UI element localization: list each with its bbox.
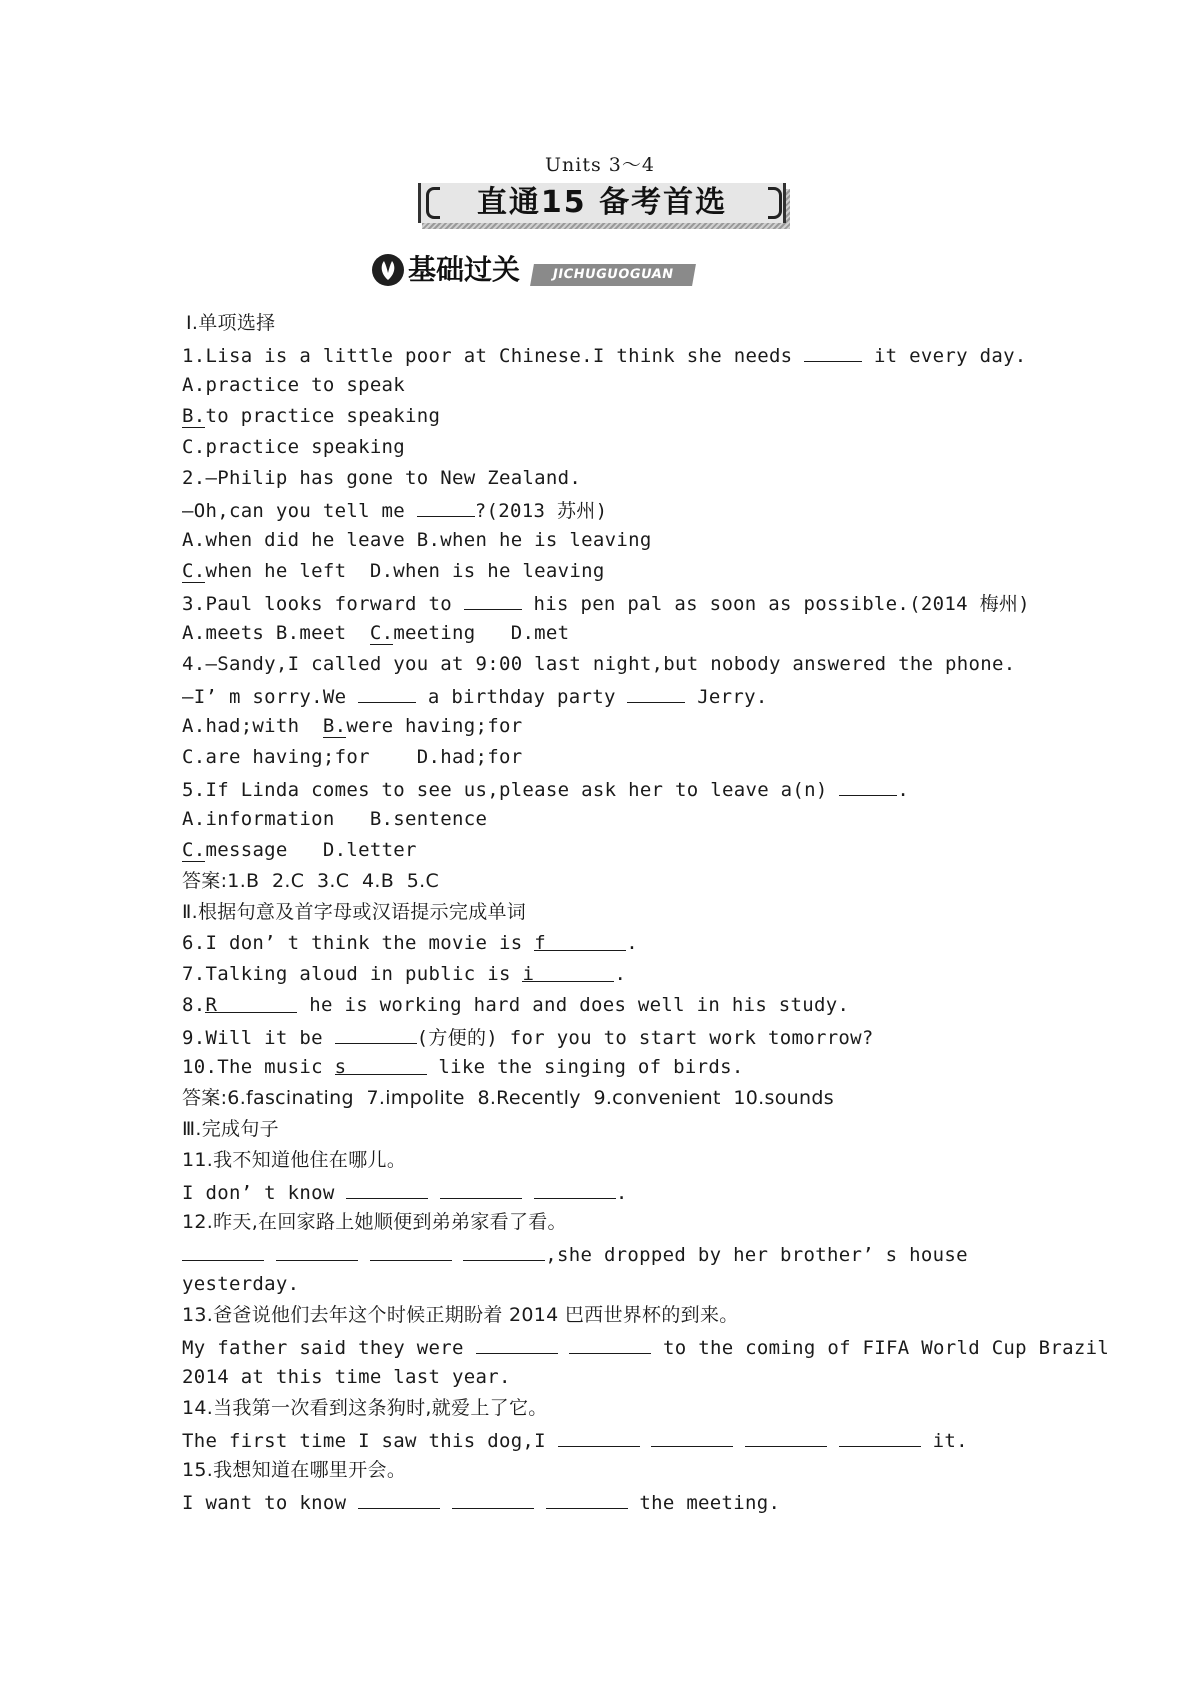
- question-2: 2.—Philip has gone to New Zealand.: [182, 467, 582, 489]
- question-14-en: The first time I saw this dog,I it.: [182, 1424, 968, 1454]
- question-6: 6.I don’ t think the movie is f .: [182, 928, 638, 958]
- question-4: 4.—Sandy,I called you at 9:00 last night,but nobody answered the phone.: [182, 653, 1016, 675]
- q4-options-cd: C.are having;for D.had;for: [182, 746, 523, 768]
- q1-option-a: A.practice to speak: [182, 374, 406, 396]
- answer-blank[interactable]: [463, 1238, 545, 1261]
- answer-blank[interactable]: [452, 1486, 534, 1509]
- answer-blank[interactable]: [651, 1424, 733, 1447]
- answer-blank[interactable]: [370, 1238, 452, 1261]
- q5-options-ab: A.information B.sentence: [182, 808, 488, 830]
- question-13-cn: 13.爸爸说他们去年这个时候正期盼着 2014 巴西世界杯的到来。: [182, 1304, 739, 1326]
- answer-blank[interactable]: [804, 339, 862, 362]
- question-15-cn: 15.我想知道在哪里开会。: [182, 1459, 407, 1481]
- question-4-reply: —I’ m sorry.We a birthday party Jerry.: [182, 680, 768, 710]
- answer-blank[interactable]: [534, 1176, 616, 1199]
- part-1-answers: 答案:1.B 2.C 3.C 4.B 5.C: [182, 870, 440, 892]
- question-11-en: I don’ t know .: [182, 1176, 628, 1206]
- q5-options-cd: C.message D.letter: [182, 839, 417, 861]
- correct-option-marker: C.: [369, 622, 394, 644]
- question-15-en: I want to know the meeting.: [182, 1486, 780, 1516]
- correct-option-marker: C.: [182, 560, 206, 582]
- question-12-en: ,she dropped by her brother’ s house: [182, 1238, 968, 1268]
- units-label: Units 3～4: [545, 154, 655, 176]
- question-2-reply: —Oh,can you tell me ?(2013 苏州): [182, 494, 607, 524]
- question-3: 3.Paul looks forward to his pen pal as soon as possible.(2014 梅州): [182, 587, 1030, 617]
- question-14-cn: 14.当我第一次看到这条狗时,就爱上了它。: [182, 1397, 548, 1419]
- answer-blank[interactable]: [335, 1021, 417, 1044]
- question-9: 9.Will it be (方便的) for you to start work tomorrow?: [182, 1021, 874, 1051]
- question-12-en-cont: yesterday.: [182, 1273, 300, 1295]
- answer-blank[interactable]: s: [335, 1052, 427, 1075]
- answer-blank[interactable]: [476, 1331, 558, 1354]
- answer-blank[interactable]: f: [534, 928, 626, 951]
- section-title-en: JICHUGUOGUAN: [530, 264, 696, 286]
- q3-options: A.meets B.meet C.meeting D.met: [182, 622, 570, 644]
- answer-blank[interactable]: [417, 494, 475, 517]
- answer-blank[interactable]: [546, 1486, 628, 1509]
- answer-blank[interactable]: [839, 773, 897, 796]
- answer-blank[interactable]: [182, 1238, 264, 1261]
- question-7: 7.Talking aloud in public is i .: [182, 959, 626, 989]
- question-13-en-cont: 2014 at this time last year.: [182, 1366, 511, 1388]
- correct-option-marker: C.: [182, 839, 206, 861]
- question-11-cn: 11.我不知道他住在哪儿。: [182, 1149, 407, 1171]
- question-13-en: My father said they were to the coming of FIFA World Cup Brazil: [182, 1331, 1109, 1361]
- title-banner: [418, 183, 790, 227]
- part-3-heading: Ⅲ.完成句子: [182, 1118, 279, 1140]
- answer-blank[interactable]: [569, 1331, 651, 1354]
- answer-blank[interactable]: [627, 680, 685, 703]
- question-12-cn: 12.昨天,在回家路上她顺便到弟弟家看了看。: [182, 1211, 567, 1233]
- section-title-cn: 基础过关: [408, 253, 521, 286]
- correct-option-marker: B.: [322, 715, 347, 737]
- leaf-icon: [372, 254, 404, 286]
- q2-options-cd: C.when he left D.when is he leaving: [182, 560, 605, 582]
- part-1-heading: Ⅰ.单项选择: [186, 312, 276, 334]
- answer-blank[interactable]: [558, 1424, 640, 1447]
- question-8: 8.R he is working hard and does well in his study.: [182, 990, 849, 1020]
- q1-option-c: C.practice speaking: [182, 436, 406, 458]
- answer-blank[interactable]: [276, 1238, 358, 1261]
- answer-blank[interactable]: i: [522, 959, 614, 982]
- part-2-heading: Ⅱ.根据句意及首字母或汉语提示完成单词: [182, 901, 527, 923]
- answer-blank[interactable]: [745, 1424, 827, 1447]
- banner-title: 直通15 备考首选: [476, 185, 728, 220]
- answer-blank[interactable]: [346, 1176, 428, 1199]
- part-2-answers: 答案:6.fascinating 7.impolite 8.Recently 9.convenient 10.sounds: [182, 1087, 834, 1109]
- q4-options-ab: A.had;with B.were having;for: [182, 715, 523, 737]
- q2-options-ab: A.when did he leave B.when he is leaving: [182, 529, 652, 551]
- question-1: 1.Lisa is a little poor at Chinese.I think she needs it every day.: [182, 339, 1027, 369]
- answer-blank[interactable]: R: [205, 990, 297, 1013]
- answer-blank[interactable]: [358, 1486, 440, 1509]
- correct-option-marker: B.: [182, 405, 206, 427]
- answer-blank[interactable]: [358, 680, 416, 703]
- q1-option-b: B.to practice speaking: [182, 405, 441, 427]
- question-5: 5.If Linda comes to see us,please ask her to leave a(n) .: [182, 773, 909, 803]
- question-10: 10.The music s like the singing of birds.: [182, 1052, 744, 1082]
- answer-blank[interactable]: [440, 1176, 522, 1199]
- answer-blank[interactable]: [464, 587, 522, 610]
- answer-blank[interactable]: [839, 1424, 921, 1447]
